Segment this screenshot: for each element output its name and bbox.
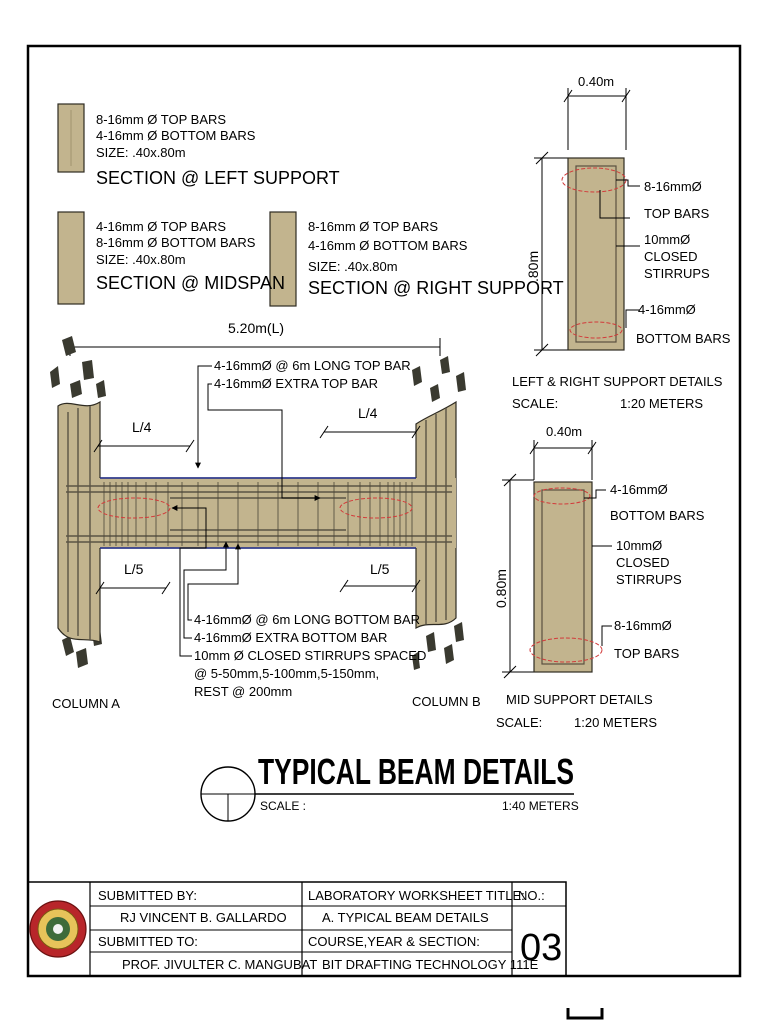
support-top-bars-1: 8-16mmØ xyxy=(644,179,702,194)
mid-stirrups-3: STIRRUPS xyxy=(616,572,682,587)
main-title: TYPICAL BEAM DETAILS xyxy=(258,751,574,792)
support-stirrups-1: 10mmØ xyxy=(644,232,691,247)
submitted-to-label: SUBMITTED TO: xyxy=(98,934,198,949)
column-b-label: COLUMN B xyxy=(412,694,481,709)
beam-elevation xyxy=(50,320,481,711)
mid-stirrups-2: CLOSED xyxy=(616,555,670,570)
mid-bottom-bars-2: BOTTOM BARS xyxy=(610,508,705,523)
l4-right-label: L/4 xyxy=(358,405,378,421)
section-mid-thumb xyxy=(58,212,84,304)
mid-scale-value: 1:20 METERS xyxy=(574,715,658,730)
mid-section-detail xyxy=(493,424,705,730)
l4-left-label: L/4 xyxy=(132,419,152,435)
callout-bot-3: 10mm Ø CLOSED STIRRUPS SPACED xyxy=(194,648,427,663)
drawing-title xyxy=(201,751,579,821)
mid-top-bars-2: TOP BARS xyxy=(614,646,680,661)
support-width-label: 0.40m xyxy=(578,74,615,89)
mid-top-bars-1: 8-16mmØ xyxy=(614,618,672,633)
section-left-thumb xyxy=(58,104,84,172)
span-label: 5.20m(L) xyxy=(228,320,285,336)
section-right-line1: 8-16mm Ø TOP BARS xyxy=(308,219,439,234)
callout-bot-4: @ 5-50mm,5-100mm,5-150mm, xyxy=(194,666,380,681)
title-scale-value: 1:40 METERS xyxy=(502,799,579,813)
course-label: COURSE,YEAR & SECTION: xyxy=(308,934,480,949)
support-caption: LEFT & RIGHT SUPPORT DETAILS xyxy=(512,374,723,389)
support-height-label: .80m xyxy=(525,250,541,282)
sheet-number: 03 xyxy=(520,927,563,969)
title-scale-label: SCALE : xyxy=(260,799,307,813)
mid-width-label: 0.40m xyxy=(546,424,583,439)
corner-mark xyxy=(568,1008,602,1018)
l5-right-label: L/5 xyxy=(370,561,390,577)
worksheet-label: LABORATORY WORKSHEET TITLE: xyxy=(308,888,525,903)
submitted-by-value: RJ VINCENT B. GALLARDO xyxy=(120,910,287,925)
section-left-title: SECTION @ LEFT SUPPORT xyxy=(96,168,340,188)
submitted-by-label: SUBMITTED BY: xyxy=(98,888,197,903)
support-section-detail xyxy=(512,74,731,411)
support-bottom-bars-1: 4-16mmØ xyxy=(638,302,696,317)
mid-scale-label: SCALE: xyxy=(496,715,543,730)
mid-bottom-bars-1: 4-16mmØ xyxy=(610,482,668,497)
worksheet-value: A. TYPICAL BEAM DETAILS xyxy=(322,910,489,925)
section-mid-size: SIZE: .40x.80m xyxy=(96,252,186,267)
section-left-size: SIZE: .40x.80m xyxy=(96,145,186,160)
callout-top-1: 4-16mmØ @ 6m LONG TOP BAR xyxy=(214,358,411,373)
support-top-bars-2: TOP BARS xyxy=(644,206,710,221)
support-bottom-bars-2: BOTTOM BARS xyxy=(636,331,731,346)
section-right-size: SIZE: .40x.80m xyxy=(308,259,398,274)
support-scale-value: 1:20 METERS xyxy=(620,396,704,411)
l5-left-label: L/5 xyxy=(124,561,144,577)
section-right-title: SECTION @ RIGHT SUPPORT xyxy=(308,278,564,298)
column-a-label: COLUMN A xyxy=(52,696,120,711)
mid-height-label: 0.80m xyxy=(493,569,509,608)
support-scale-label: SCALE: xyxy=(512,396,559,411)
section-mid-line2: 8-16mm Ø BOTTOM BARS xyxy=(96,235,256,250)
mid-stirrups-1: 10mmØ xyxy=(616,538,663,553)
submitted-to-value: PROF. JIVULTER C. MANGUBAT xyxy=(122,957,318,972)
section-right-line2: 4-16mm Ø BOTTOM BARS xyxy=(308,238,468,253)
callout-bot-1: 4-16mmØ @ 6m LONG BOTTOM BAR xyxy=(194,612,421,627)
mid-caption: MID SUPPORT DETAILS xyxy=(506,692,653,707)
callout-top-2: 4-16mmØ EXTRA TOP BAR xyxy=(214,376,378,391)
callout-bot-5: REST @ 200mm xyxy=(194,684,293,699)
footer-table xyxy=(28,882,566,976)
section-mid-title: SECTION @ MIDSPAN xyxy=(96,273,285,293)
support-stirrups-3: STIRRUPS xyxy=(644,266,710,281)
support-stirrups-2: CLOSED xyxy=(644,249,698,264)
section-mid-line1: 4-16mm Ø TOP BARS xyxy=(96,219,227,234)
institution-seal-icon xyxy=(30,901,86,957)
course-value: BIT DRAFTING TECHNOLOGY 111E xyxy=(322,957,539,972)
section-left-line1: 8-16mm Ø TOP BARS xyxy=(96,112,227,127)
section-left-line2: 4-16mm Ø BOTTOM BARS xyxy=(96,128,256,143)
callout-bot-2: 4-16mmØ EXTRA BOTTOM BAR xyxy=(194,630,388,645)
number-label: NO.: xyxy=(518,888,545,903)
